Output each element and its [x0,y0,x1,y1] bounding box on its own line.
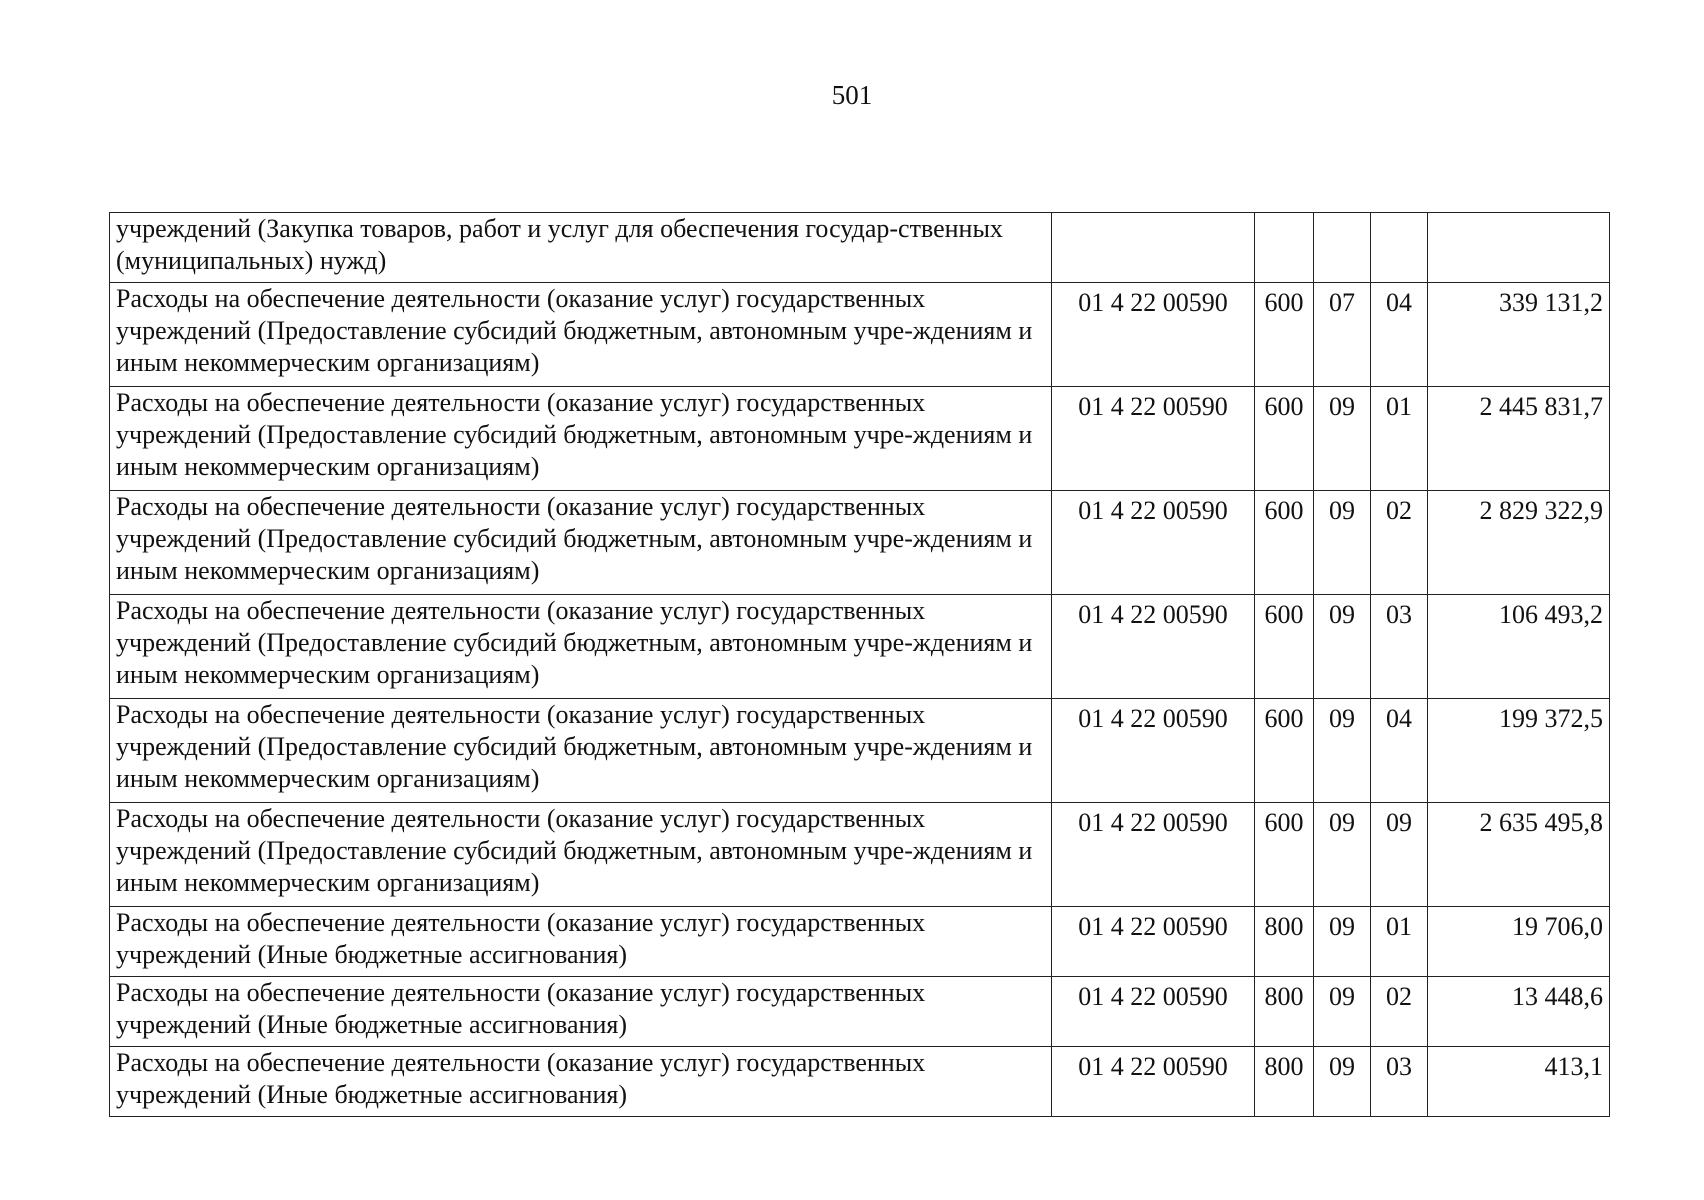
table-row [110,387,1610,491]
expense-description: Расходы на обеспечение деятельности (оказание услуг) государственных учреждений (Предоставление субсидий бюджетным, автономным учре-ждениям и иным некоммерческим организациям) [110,491,1052,595]
table-row [110,595,1610,699]
target-article-code: 01 4 22 00590 [1052,803,1255,907]
expense-type-code: 800 [1255,1047,1314,1117]
amount: 199 372,5 [1428,699,1610,803]
amount: 2 829 322,9 [1428,491,1610,595]
table-row [110,283,1610,387]
section-code: 09 [1314,491,1371,595]
expense-description: Расходы на обеспечение деятельности (оказание услуг) государственных учреждений (Предоставление субсидий бюджетным, автономным учре-ждениям и иным некоммерческим организациям) [110,387,1052,491]
target-article-code: 01 4 22 00590 [1052,387,1255,491]
subsection-code: 03 [1371,1047,1428,1117]
amount: 13 448,6 [1428,977,1610,1047]
section-code: 09 [1314,977,1371,1047]
page-number: 501 [831,80,873,110]
expense-description: Расходы на обеспечение деятельности (оказание услуг) государственных учреждений (Предоставление субсидий бюджетным, автономным учре-ждениям и иным некоммерческим организациям) [110,283,1052,387]
subsection-code: 02 [1371,491,1428,595]
expense-type-code: 600 [1255,491,1314,595]
section-code: 09 [1314,387,1371,491]
expense-type-code: 600 [1255,283,1314,387]
amount: 106 493,2 [1428,595,1610,699]
amount: 2 445 831,7 [1428,387,1610,491]
target-article-code: 01 4 22 00590 [1052,977,1255,1047]
subsection-code: 03 [1371,595,1428,699]
amount: 339 131,2 [1428,283,1610,387]
table-row [110,213,1610,283]
subsection-code: 01 [1371,907,1428,977]
expense-type-code: 800 [1255,977,1314,1047]
target-article-code: 01 4 22 00590 [1052,595,1255,699]
expense-description: Расходы на обеспечение деятельности (оказание услуг) государственных учреждений (Предоставление субсидий бюджетным, автономным учре-ждениям и иным некоммерческим организациям) [110,595,1052,699]
table-row [110,907,1610,977]
table-row [110,803,1610,907]
section-code: 07 [1314,283,1371,387]
target-article-code: 01 4 22 00590 [1052,907,1255,977]
expense-description: Расходы на обеспечение деятельности (оказание услуг) государственных учреждений (Иные бюджетные ассигнования) [110,907,1052,977]
amount: 19 706,0 [1428,907,1610,977]
expense-description: Расходы на обеспечение деятельности (оказание услуг) государственных учреждений (Иные бюджетные ассигнования) [110,1047,1052,1117]
expense-type-code [1255,213,1314,283]
table-row [110,491,1610,595]
section-code: 09 [1314,699,1371,803]
expense-description: Расходы на обеспечение деятельности (оказание услуг) государственных учреждений (Предоставление субсидий бюджетным, автономным учре-ждениям и иным некоммерческим организациям) [110,803,1052,907]
subsection-code: 04 [1371,699,1428,803]
table-row [110,977,1610,1047]
table-row [110,1047,1610,1117]
subsection-code: 01 [1371,387,1428,491]
section-code [1314,213,1371,283]
expense-description: учреждений (Закупка товаров, работ и услуг для обеспечения государ-ственных (муниципальных) нужд) [110,213,1052,283]
expense-type-code: 600 [1255,595,1314,699]
amount: 413,1 [1428,1047,1610,1117]
amount: 2 635 495,8 [1428,803,1610,907]
section-code: 09 [1314,595,1371,699]
section-code: 09 [1314,1047,1371,1117]
amount [1428,213,1610,283]
expense-type-code: 600 [1255,699,1314,803]
expense-description: Расходы на обеспечение деятельности (оказание услуг) государственных учреждений (Иные бюджетные ассигнования) [110,977,1052,1047]
expense-description: Расходы на обеспечение деятельности (оказание услуг) государственных учреждений (Предоставление субсидий бюджетным, автономным учре-ждениям и иным некоммерческим организациям) [110,699,1052,803]
budget-table [109,212,1610,1117]
subsection-code: 02 [1371,977,1428,1047]
expense-type-code: 800 [1255,907,1314,977]
target-article-code: 01 4 22 00590 [1052,283,1255,387]
section-code: 09 [1314,907,1371,977]
expense-type-code: 600 [1255,803,1314,907]
section-code: 09 [1314,803,1371,907]
subsection-code: 09 [1371,803,1428,907]
subsection-code [1371,213,1428,283]
subsection-code: 04 [1371,283,1428,387]
target-article-code: 01 4 22 00590 [1052,491,1255,595]
table-row [110,699,1610,803]
target-article-code: 01 4 22 00590 [1052,1047,1255,1117]
target-article-code: 01 4 22 00590 [1052,699,1255,803]
expense-type-code: 600 [1255,387,1314,491]
target-article-code [1052,213,1255,283]
